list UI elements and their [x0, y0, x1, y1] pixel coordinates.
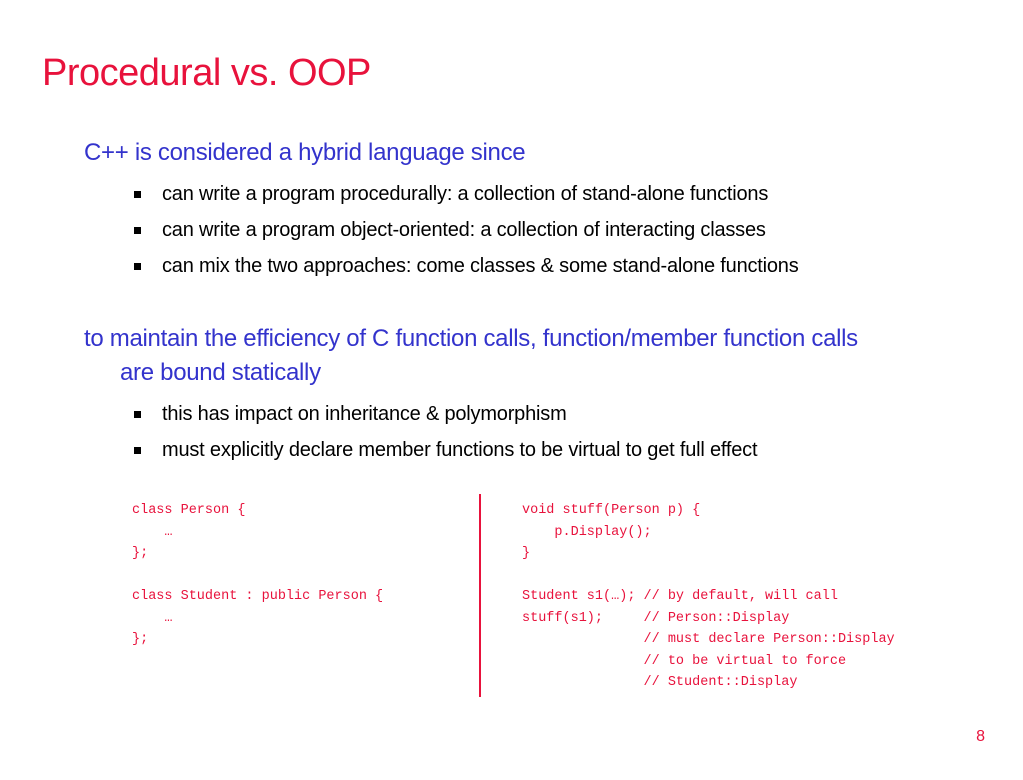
lead-hybrid-language: C++ is considered a hybrid language since [84, 139, 526, 166]
slide-title: Procedural vs. OOP [42, 52, 371, 94]
bullet-text: can write a program procedurally: a collection of stand-alone functions [162, 183, 769, 205]
bullet-item [132, 176, 984, 212]
bullet-text: can mix the two approaches: come classes & some stand-alone functions [162, 255, 799, 277]
page-number: 8 [976, 728, 985, 745]
bullet-item [132, 212, 984, 248]
bullet-list-hybrid [84, 176, 984, 284]
code-divider [479, 494, 481, 697]
bullet-text: must explicitly declare member functions to be virtual to get full effect [162, 439, 758, 461]
bullet-item [132, 248, 984, 284]
section-static-binding [84, 322, 984, 468]
bullet-list-static-binding [84, 396, 984, 468]
bullet-text: this has impact on inheritance & polymorphism [162, 403, 567, 425]
lead-line-2: are bound statically [120, 359, 321, 386]
square-bullet-icon [134, 191, 141, 198]
code-block-stuff-function: void stuff(Person p) { p.Display(); } Student s1(…); // by default, will call stuff(s1); // Person::Display // must declare Person::Display // to be virtual to force // Student::Display [522, 503, 895, 690]
square-bullet-icon [134, 263, 141, 270]
square-bullet-icon [134, 411, 141, 418]
bullet-item [132, 396, 984, 432]
code-block-classes: class Person { … }; class Student : public Person { … }; [132, 503, 384, 647]
section-hybrid-language [84, 136, 984, 284]
square-bullet-icon [134, 447, 141, 454]
lead-static-binding [84, 322, 984, 390]
lead-line-1: to maintain the efficiency of C function calls, function/member function calls [84, 325, 858, 352]
bullet-text: can write a program object-oriented: a collection of interacting classes [162, 219, 766, 241]
square-bullet-icon [134, 227, 141, 234]
bullet-item [132, 432, 984, 468]
